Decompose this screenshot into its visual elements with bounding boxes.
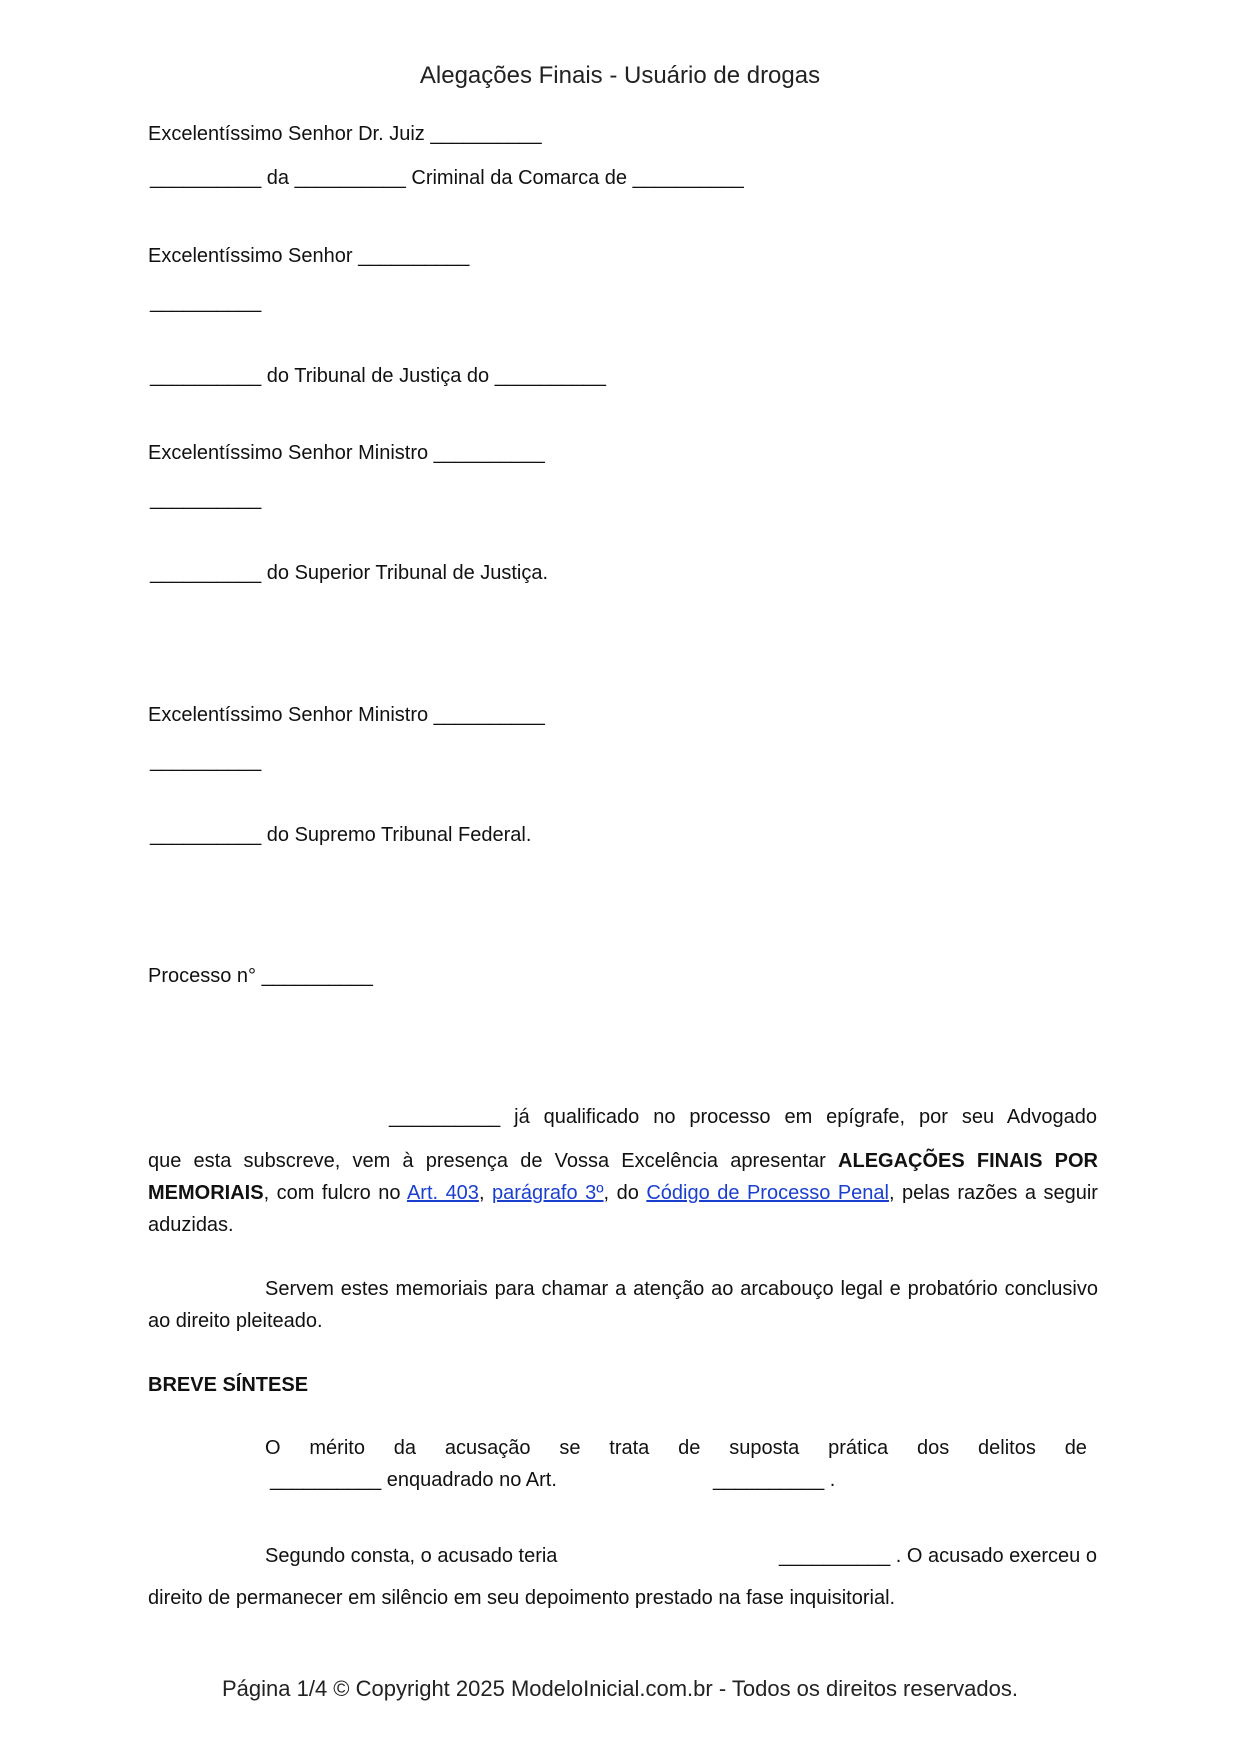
blank-line: __________ <box>150 750 262 772</box>
intro-text: , com fulcro no <box>263 1182 407 1204</box>
intro-text: que esta subscreve, vem à presença de Vossa Excelência apresentar <box>148 1150 839 1172</box>
blank-line: __________ <box>150 291 262 313</box>
merito-line-2a: __________ enquadrado no Art. <box>270 1469 557 1491</box>
merito-word: dos <box>916 1437 950 1459</box>
merito-word: de <box>678 1437 701 1459</box>
process-number-line: Processo n° __________ <box>148 965 373 987</box>
addressee-ministro-line: Excelentíssimo Senhor Ministro __________ <box>148 442 545 464</box>
addressee-stj-line: __________ do Superior Tribunal de Justiça. <box>150 562 549 584</box>
intro-first-line: __________ já qualificado no processo em epígrafe, por seu Advogado <box>389 1106 1097 1128</box>
segundo-line-2: direito de permanecer em silêncio em seu depoimento prestado na fase inquisitorial. <box>148 1587 896 1609</box>
document-title: Alegações Finais - Usuário de drogas <box>419 62 821 89</box>
servem-paragraph: Servem estes memoriais para chamar a atenção ao arcabouço legal e probatório conclusivo ao direito pleiteado. <box>148 1278 1098 1332</box>
link-paragrafo-3[interactable]: parágrafo 3º <box>492 1182 604 1204</box>
page-footer: Página 1/4 © Copyright 2025 ModeloInicial.com.br - Todos os direitos reservados. <box>222 1676 1018 1701</box>
merito-line-1 <box>265 1436 1087 1460</box>
intro-separator: , do <box>603 1182 647 1204</box>
merito-word: delitos <box>978 1437 1036 1459</box>
section-title: BREVE SÍNTESE <box>148 1374 309 1396</box>
blank-line: __________ <box>150 488 262 510</box>
merito-word: se <box>559 1437 581 1459</box>
link-codigo-processo-penal[interactable]: Código de Processo Penal <box>646 1182 889 1204</box>
intro-text: , pelas razões a seguir aduzidas. <box>148 1182 1098 1236</box>
addressee-court-line: __________ da __________ Criminal da Comarca de __________ <box>150 167 744 189</box>
intro-bold-title: ALEGAÇÕES FINAIS POR MEMORIAIS <box>148 1150 1098 1204</box>
merito-word: prática <box>828 1437 889 1459</box>
intro-paragraph <box>148 1145 1098 1241</box>
merito-word: da <box>393 1437 417 1459</box>
addressee-tribunal-line: __________ do Tribunal de Justiça do __________ <box>150 365 606 387</box>
merito-word: mérito <box>309 1437 365 1459</box>
merito-word: de <box>1064 1437 1087 1459</box>
merito-line-2b: __________ . <box>713 1469 836 1491</box>
link-art-403[interactable]: Art. 403 <box>406 1182 479 1204</box>
segundo-line-1b: __________ . O acusado exerceu o <box>778 1545 1097 1567</box>
addressee-stf-line: __________ do Supremo Tribunal Federal. <box>150 824 532 846</box>
addressee-ministro-line: Excelentíssimo Senhor Ministro __________ <box>148 704 545 726</box>
merito-word: suposta <box>729 1437 800 1459</box>
intro-separator: , <box>478 1182 492 1204</box>
addressee-senhor-line: Excelentíssimo Senhor __________ <box>148 245 470 267</box>
segundo-line-1a: Segundo consta, o acusado teria <box>265 1545 558 1567</box>
merito-word: trata <box>609 1437 650 1459</box>
merito-word: O <box>265 1437 281 1459</box>
addressee-judge-line: Excelentíssimo Senhor Dr. Juiz __________ <box>148 123 542 145</box>
merito-word: acusação <box>444 1437 531 1459</box>
